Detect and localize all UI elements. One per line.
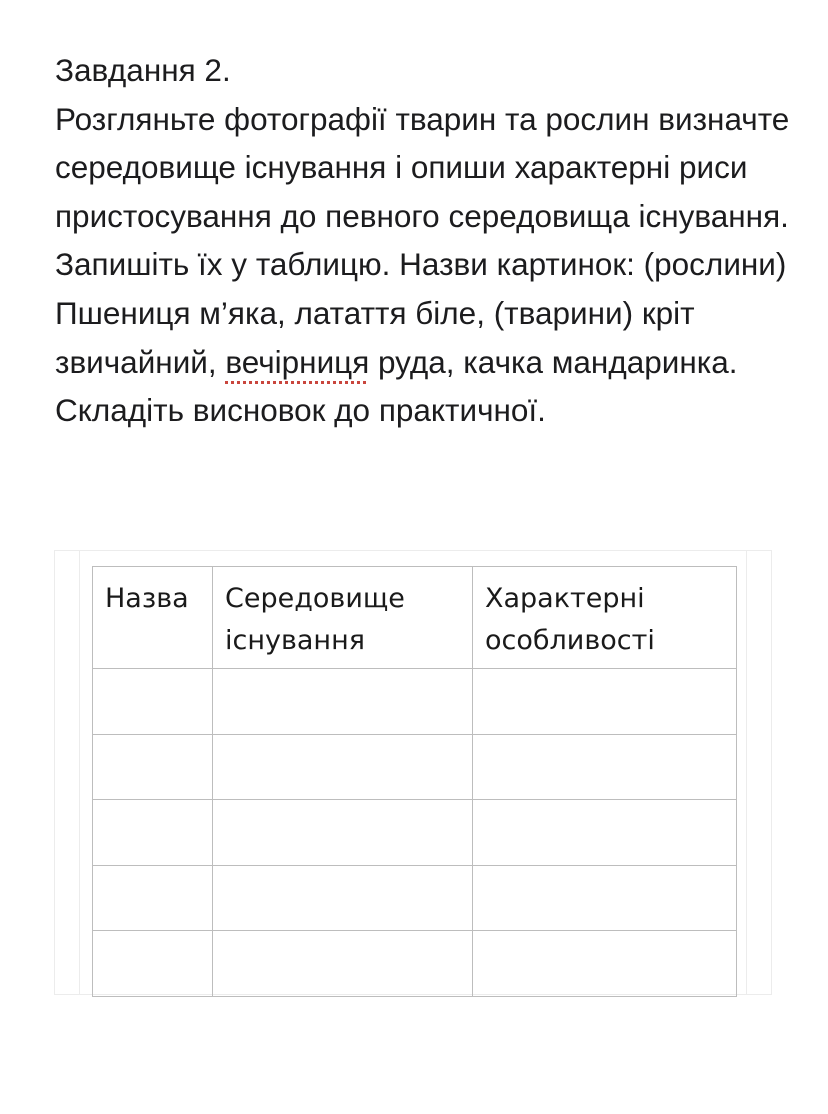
spellcheck-word: вечірниця [225, 343, 370, 380]
task-body-start: Розгляньте фотографії тварин та рослин визначте середовище існування і опиши характерні риси пристосування до певного середовища існування. Запишіть їх у таблицю. Назви картинок: (рослини) Пшениця м’яка, латаття біле, (тварини) кріт звичайний, [55, 100, 790, 380]
table-cell[interactable] [93, 669, 213, 735]
table-header-row [93, 567, 737, 669]
table-cell[interactable] [473, 734, 737, 800]
task-conclusion: Складіть висновок до практичної. [55, 392, 546, 429]
table-row [93, 734, 737, 800]
table-cell[interactable] [213, 931, 473, 997]
habitat-table [92, 566, 737, 997]
table-cell[interactable] [213, 800, 473, 866]
table-row [93, 865, 737, 931]
table-row [93, 931, 737, 997]
table-cell[interactable] [473, 669, 737, 735]
task-body [55, 95, 795, 387]
table-cell[interactable] [213, 865, 473, 931]
table-cell[interactable] [93, 865, 213, 931]
table-cell[interactable] [473, 931, 737, 997]
table-cell[interactable] [473, 800, 737, 866]
frame-divider-left [79, 551, 80, 994]
table-row [93, 669, 737, 735]
header-habitat: Середовище існування [213, 567, 473, 669]
task-heading: Завдання 2. [55, 52, 231, 88]
table-cell[interactable] [93, 931, 213, 997]
table-cell[interactable] [93, 734, 213, 800]
header-features: Характерні особливості [473, 567, 737, 669]
frame-divider-right [746, 551, 747, 994]
table-cell[interactable] [93, 800, 213, 866]
task-text [55, 46, 795, 435]
task-body-end: руда, качка мандаринка. [369, 343, 738, 380]
header-name: Назва [93, 567, 213, 669]
table-row [93, 800, 737, 866]
table-cell[interactable] [213, 669, 473, 735]
table-cell[interactable] [213, 734, 473, 800]
table-cell[interactable] [473, 865, 737, 931]
